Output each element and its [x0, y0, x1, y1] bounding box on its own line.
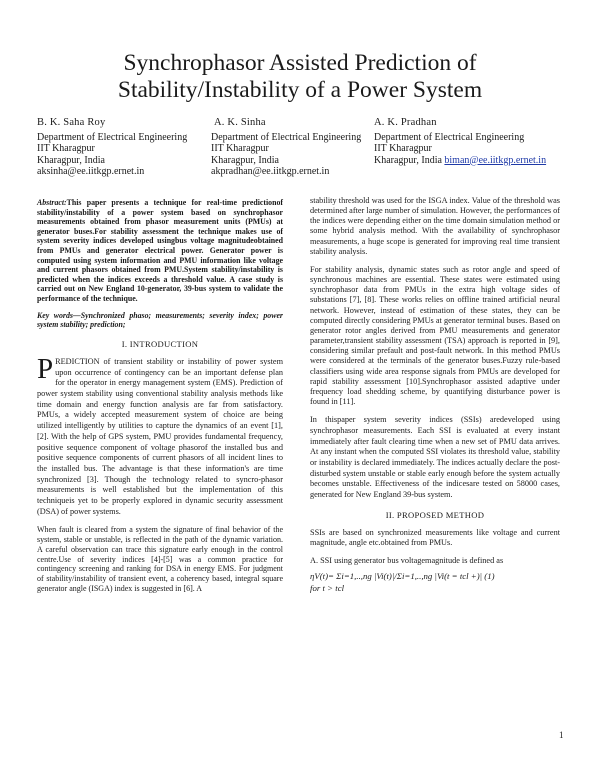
intro-paragraph-5: In thispaper system severity indices (SSIs) aredeveloped using synchrophasor measurements. Each SSI is evaluated at every instant immediately after fault clearing time when a new set of PMU data arrives. At any instant when the computed SSI violates its threshold value, stability or instability is declared immediately. The indices actually declare the post-disturbed system unstable or stable early enough before the system actually becomes unstable. Effectiveness of the indicesare tested on 58000 cases, generated for New England 39-bus system. — [310, 415, 560, 500]
page-number: 1 — [559, 730, 564, 740]
method-paragraph-1: SSIs are based on synchronized measurements like voltage and current magnitude, angle etc.obtained from PMUs. — [310, 527, 560, 548]
paper-title-line-1: Synchrophasor Assisted Prediction of — [123, 50, 477, 76]
left-column — [37, 198, 283, 594]
author-name: A. K. Sinha — [214, 117, 266, 128]
intro-paragraph-1-text: REDICTION of transient stability or instability of power system upon occurrence of contingency can be an important defense plan for the operator in energy management system (EMS). Prediction of power system stability using conventional stability analysis methods like time domain and energy function analysis are far from satisfactory. PMUs, a widely accepted measurement system of choice are being utilized intelligently by utilities to capture the dynamics of an event [1], [2]. With the help of GPS system, PMU provides fundamental frequency, positive sequence component of voltage phasorof the installed bus and positive sequence components of current phasors of all incident lines to the installed bus. The advantage is that these information's are time synchronized [3]. Though the technology related to syncro-phasor measurements is well established but the implementation of this techniqueis yet to be properly explored in dynamic security assessment (DSA) of power systems. — [37, 356, 283, 516]
equation-line-1: ηV(t)= Σi=1,..,ng |Vi(t)|/Σi=1,..,ng |Vi(t = tcl +)| (1) — [310, 571, 495, 582]
author-city: Kharagpur, India — [37, 154, 105, 166]
author-city: Kharagpur, India — [374, 154, 442, 166]
author-block-1 — [37, 117, 187, 178]
right-column — [310, 196, 560, 594]
intro-paragraph-4: For stability analysis, dynamic states such as rotor angle and speed of synchronous machines are essential. These states were estimated using synchrophasor data from PMUs in the extra high voltage sides of substations [7], [8]. These works relies on offline trained artificial neural network. However, instead of estimation of these states, they can be computed directly considering PMUs at generator terminal buses. Based on generator rotor angles derived from PMU measurements and generator parameter,transient stability assessment (TSA) approach is reported in [9], considering similar prefault and post-fault network. In this method PMUs were considered at the terminals of the generator buses.Fuzzy rule-based classifiers using wide area response signals from PMUs are developed for rapid stability assessment [10].Synchrophasor assisted adaptive under frequency load shedding scheme, by quantifying disturbance power is found in [11]. — [310, 264, 560, 406]
paper-title-line-2: Stability/Instability of a Power System — [117, 77, 483, 103]
author-institute: IIT Kharagpur — [37, 143, 95, 154]
section-heading-proposed-method: II. PROPOSED METHOD — [385, 509, 485, 520]
author-email: akpradhan@ee.iitkgp.ernet.in — [211, 166, 330, 177]
author-email-link[interactable]: biman@ee.iitkgp.ernet.in — [444, 154, 547, 166]
author-name: A. K. Pradhan — [374, 117, 437, 128]
author-block-2 — [211, 117, 361, 178]
author-institute: IIT Kharagpur — [211, 143, 269, 154]
abstract-lead: Abstract: — [37, 198, 67, 207]
section-heading-introduction: I. INTRODUCTION — [121, 338, 199, 349]
author-dept: Department of Electrical Engineering — [37, 131, 188, 143]
method-paragraph-2: A. SSI using generator bus voltagemagnitude is defined as — [310, 556, 504, 566]
equation-1 — [310, 571, 560, 594]
author-name: B. K. Saha Roy — [37, 117, 106, 128]
equation-line-2: for t > tcl — [310, 582, 345, 593]
author-email: aksinha@ee.iitkgp.ernet.in — [37, 166, 145, 177]
author-dept: Department of Electrical Engineering — [374, 131, 525, 143]
author-block-3 — [374, 117, 546, 166]
abstract — [37, 198, 283, 304]
drop-cap: P — [37, 352, 54, 385]
keywords: Key words—Synchronized phaso; measurements; severity index; power system stability; prediction; — [37, 310, 283, 330]
author-institute: IIT Kharagpur — [374, 143, 432, 154]
author-dept: Department of Electrical Engineering — [211, 131, 362, 143]
intro-paragraph-1 — [37, 352, 283, 518]
author-city: Kharagpur, India — [211, 154, 279, 166]
intro-paragraph-2: When fault is cleared from a system the signature of final behavior of the system, stable or unstable, is reflected in the path of the dynamic variation. A careful observation can trace this signature early enough in the control centre.Use of severity indices [4]-[5] was a common practice for contingency screening and ranking for DSA in energy EMS. For judgment of stability/instability of transient event, a coherency based, integral square generator angle (ISGA) index is suggested in [6]. A — [37, 525, 283, 593]
intro-paragraph-3: stability threshold was used for the ISGA index. Value of the threshold was determined after large number of simulation. However, the performances of the indices were depending either on the time domain simulation method or some hybrid analysis method. With the availability of synchrophasor measurements, a huge scope is generated for improving real time transient stability analysis. — [310, 196, 560, 256]
abstract-text: This paper presents a technique for real-time predictionof stability/instability of a power system based on synchrophasor measurements obtained from phasor measurement units (PMUs) at generator buses.For stability assessment the technique makes use of system severity indices developed usingbus voltage magnitudeobtained from PMUs and generator electrical power. Generator power is computed using system information and PMU information like voltage and current phasors obtained from PMU.System stability/instability is predicted when the indices exceeds a threshold value. A case study is carried out on New England 10-generator, 39-bus system to validate the performance of the technique. — [37, 198, 283, 303]
